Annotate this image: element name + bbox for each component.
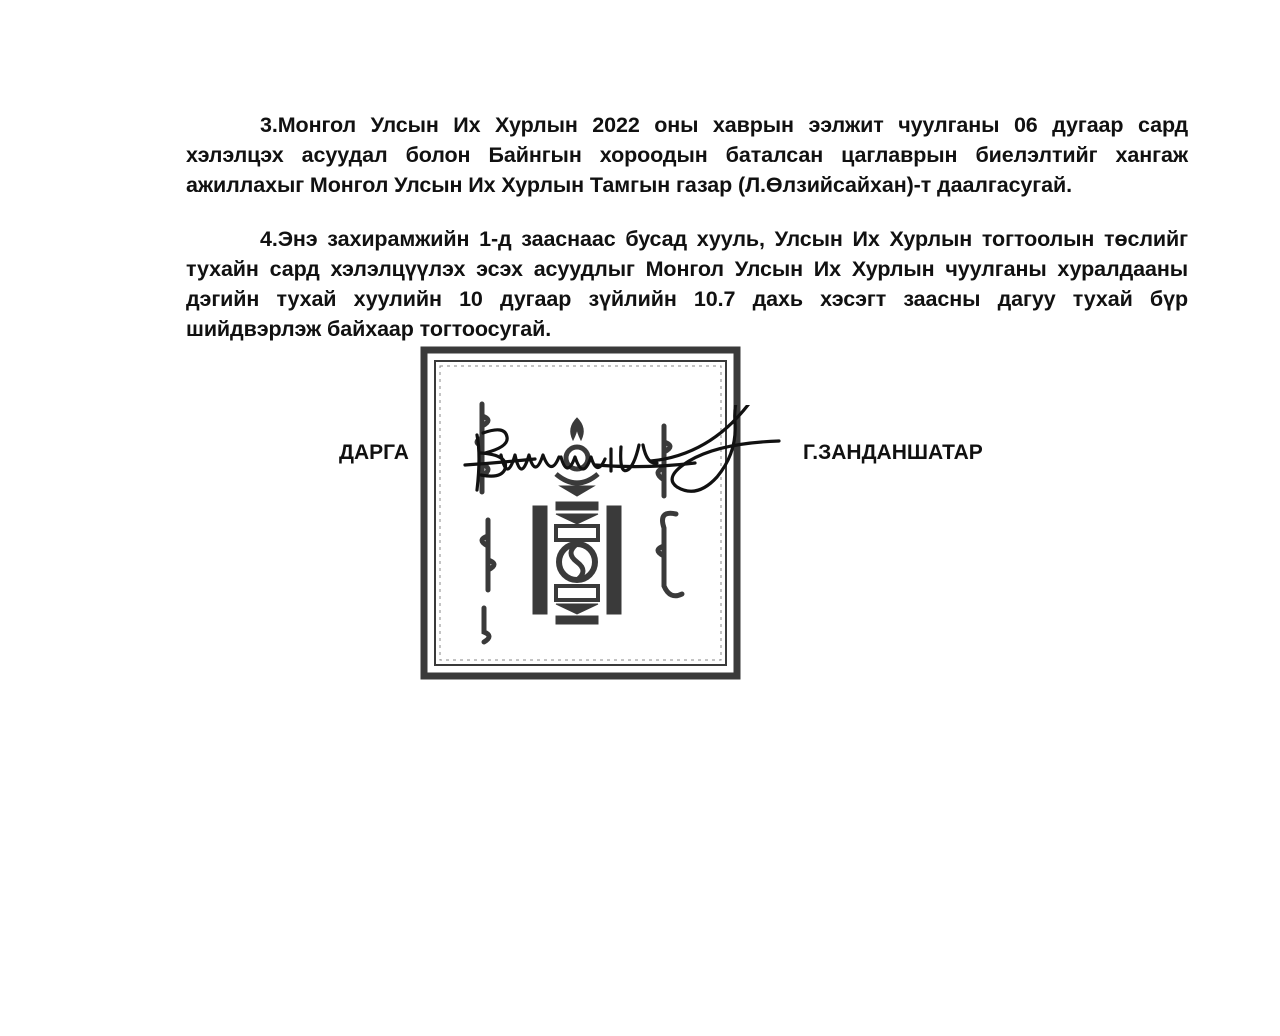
signatory-title: ДАРГА: [339, 441, 409, 464]
handwritten-signature-icon: [455, 405, 785, 515]
signatory-name: Г.ЗАНДАНШАТАР: [803, 441, 983, 464]
paragraph-4-text: 4.Энэ захирамжийн 1-д зааснаас бусад хууль, Улсын Их Хурлын тогтоолын төслийг тухайн сард хэлэлцүүлэх эсэх асуудлыг Монгол Улсын Их Хурлын чуулганы хуралдааны дэгийн тухай хуулийн 10 дугаар зүйлийн 10.7 дахь хэсэгт заасны дагуу тухай бүр шийдвэрлэж байхаар тогтоосугай.: [186, 226, 1188, 341]
paragraph-4: [186, 224, 1188, 344]
paragraph-3: [186, 110, 1188, 200]
paragraph-3-text: 3.Монгол Улсын Их Хурлын 2022 оны хаврын ээлжит чуулганы 06 дугаар сард хэлэлцэх асуудал болон Байнгын хороодын баталсан цаглаврын биелэлтийг хангаж ажиллахыг Монгол Улсын Их Хурлын Тамгын газар (Л.Өлзийсайхан)-т даалгасугай.: [186, 112, 1188, 197]
